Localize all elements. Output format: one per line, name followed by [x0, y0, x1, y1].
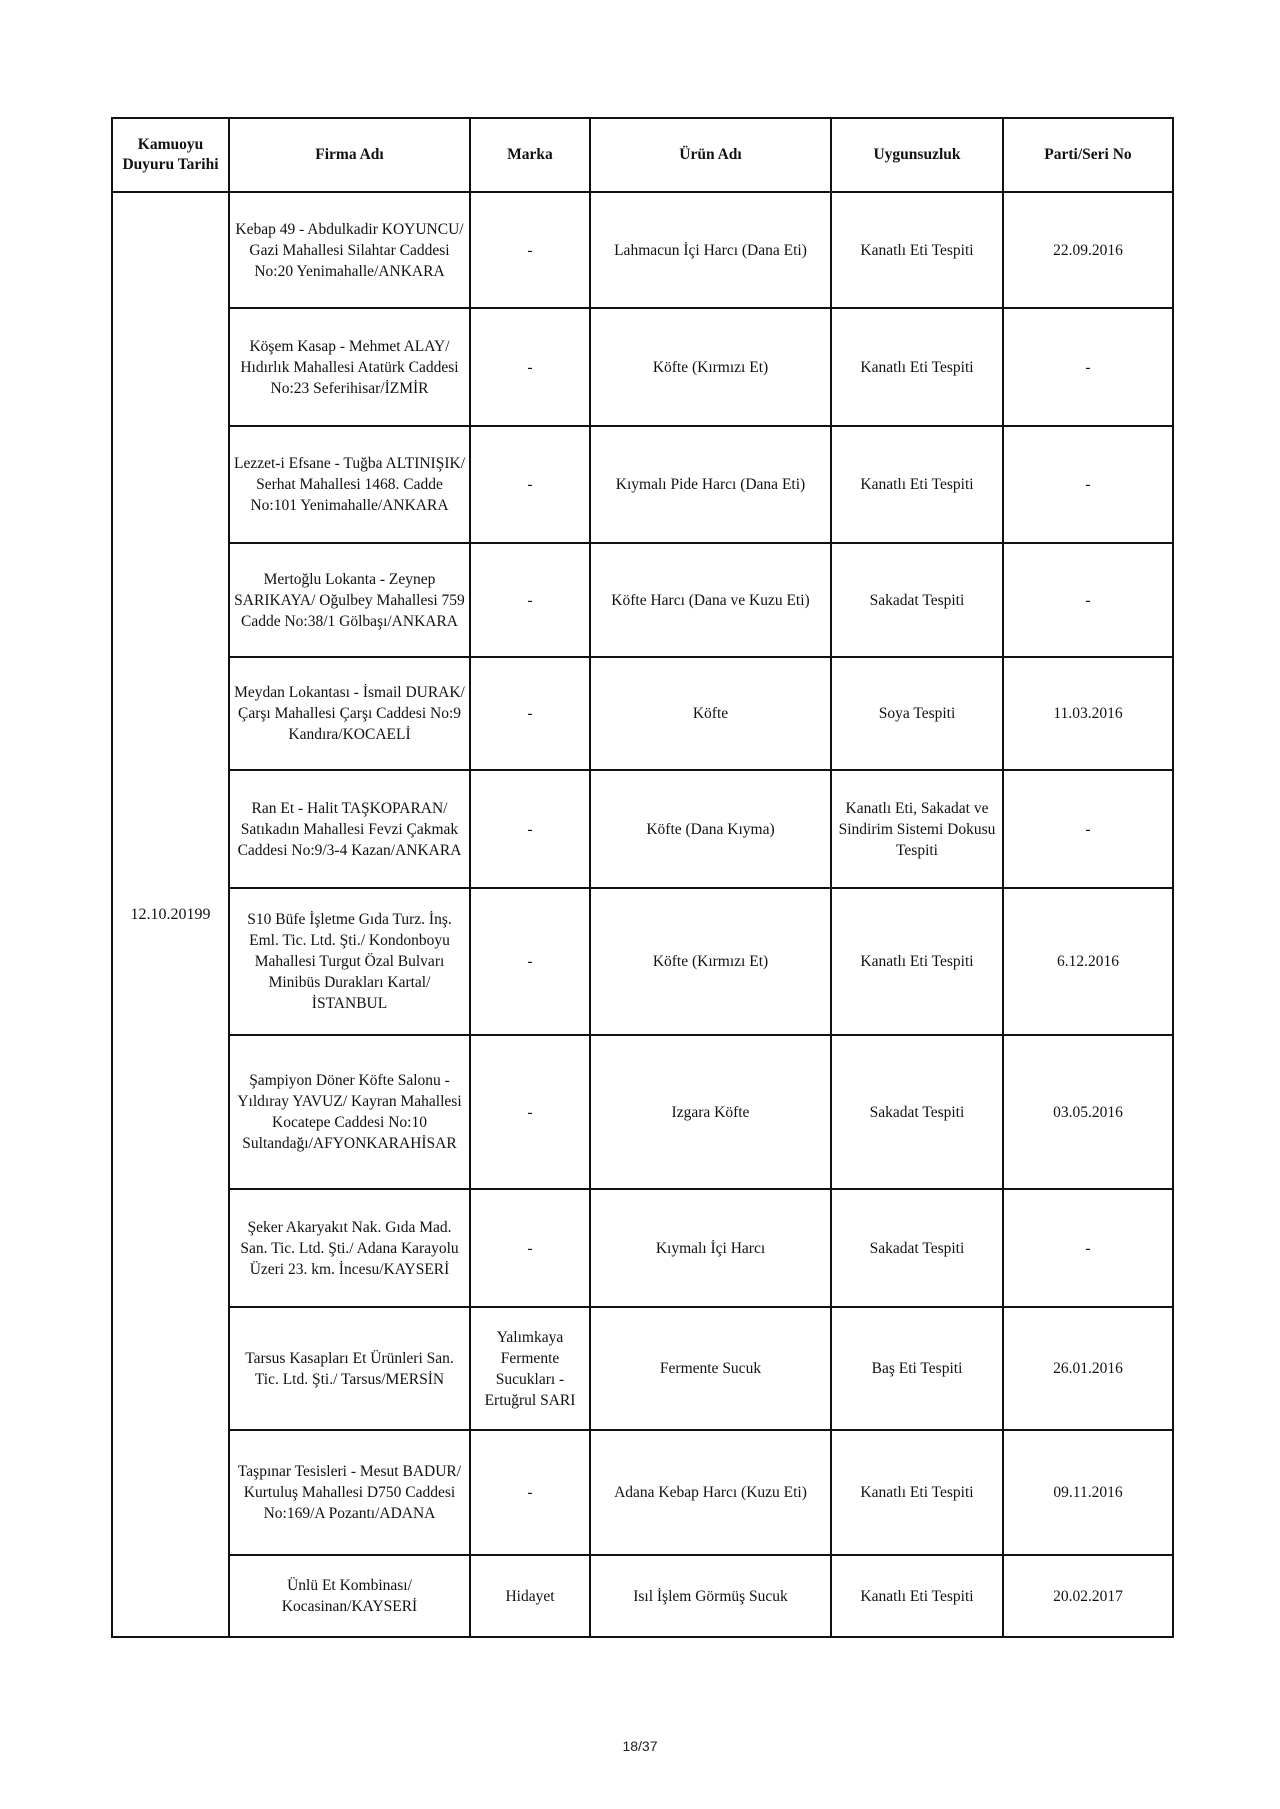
product-cell: Köfte	[590, 657, 831, 770]
nonconformity-cell: Kanatlı Eti Tespiti	[831, 888, 1003, 1035]
table-row	[112, 1555, 1173, 1637]
nonconformity-cell: Kanatlı Eti Tespiti	[831, 1555, 1003, 1637]
firm-cell: Mertoğlu Lokanta - Zeynep SARIKAYA/ Oğulbey Mahallesi 759 Cadde No:38/1 Gölbaşı/ANKARA	[229, 543, 470, 657]
header-firm-name: Firma Adı	[229, 118, 470, 192]
product-cell: Kıymalı Pide Harcı (Dana Eti)	[590, 426, 831, 543]
table-row	[112, 308, 1173, 426]
product-cell: Adana Kebap Harcı (Kuzu Eti)	[590, 1430, 831, 1555]
product-cell: Izgara Köfte	[590, 1035, 831, 1189]
table-row	[112, 657, 1173, 770]
product-cell: Köfte (Kırmızı Et)	[590, 888, 831, 1035]
brand-cell: -	[470, 1430, 590, 1555]
header-announcement-date: Kamuoyu Duyuru Tarihi	[112, 118, 229, 192]
brand-cell: -	[470, 426, 590, 543]
batch-cell: 11.03.2016	[1003, 657, 1173, 770]
nonconformity-cell: Baş Eti Tespiti	[831, 1307, 1003, 1430]
nonconformity-cell: Sakadat Tespiti	[831, 1035, 1003, 1189]
brand-cell: Hidayet	[470, 1555, 590, 1637]
recall-table	[111, 117, 1174, 1638]
batch-cell: 22.09.2016	[1003, 192, 1173, 308]
firm-cell: Taşpınar Tesisleri - Mesut BADUR/ Kurtuluş Mahallesi D750 Caddesi No:169/A Pozantı/ADANA	[229, 1430, 470, 1555]
product-cell: Lahmacun İçi Harcı (Dana Eti)	[590, 192, 831, 308]
firm-cell: Kebap 49 - Abdulkadir KOYUNCU/ Gazi Mahallesi Silahtar Caddesi No:20 Yenimahalle/ANKARA	[229, 192, 470, 308]
nonconformity-cell: Kanatlı Eti Tespiti	[831, 1430, 1003, 1555]
table-row	[112, 770, 1173, 888]
table-row	[112, 1430, 1173, 1555]
table-row	[112, 1307, 1173, 1430]
nonconformity-cell: Kanatlı Eti Tespiti	[831, 426, 1003, 543]
header-brand: Marka	[470, 118, 590, 192]
brand-cell: -	[470, 1035, 590, 1189]
batch-cell: -	[1003, 308, 1173, 426]
table-row	[112, 192, 1173, 308]
product-cell: Köfte Harcı (Dana ve Kuzu Eti)	[590, 543, 831, 657]
batch-cell: -	[1003, 426, 1173, 543]
header-batch-no: Parti/Seri No	[1003, 118, 1173, 192]
firm-cell: Köşem Kasap - Mehmet ALAY/ Hıdırlık Mahallesi Atatürk Caddesi No:23 Seferihisar/İZMİR	[229, 308, 470, 426]
nonconformity-cell: Soya Tespiti	[831, 657, 1003, 770]
firm-cell: Meydan Lokantası - İsmail DURAK/ Çarşı Mahallesi Çarşı Caddesi No:9 Kandıra/KOCAELİ	[229, 657, 470, 770]
header-nonconformity: Uygunsuzluk	[831, 118, 1003, 192]
product-cell: Kıymalı İçi Harcı	[590, 1189, 831, 1307]
nonconformity-cell: Sakadat Tespiti	[831, 543, 1003, 657]
brand-cell: -	[470, 770, 590, 888]
brand-cell: -	[470, 192, 590, 308]
firm-cell: Tarsus Kasapları Et Ürünleri San. Tic. Ltd. Şti./ Tarsus/MERSİN	[229, 1307, 470, 1430]
nonconformity-cell: Kanatlı Eti Tespiti	[831, 308, 1003, 426]
firm-cell: Şeker Akaryakıt Nak. Gıda Mad. San. Tic. Ltd. Şti./ Adana Karayolu Üzeri 23. km. İncesu/KAYSERİ	[229, 1189, 470, 1307]
brand-cell: -	[470, 888, 590, 1035]
batch-cell: 20.02.2017	[1003, 1555, 1173, 1637]
product-cell: Köfte (Dana Kıyma)	[590, 770, 831, 888]
product-cell: Fermente Sucuk	[590, 1307, 831, 1430]
table-row	[112, 543, 1173, 657]
batch-cell: 03.05.2016	[1003, 1035, 1173, 1189]
firm-cell: S10 Büfe İşletme Gıda Turz. İnş. Eml. Tic. Ltd. Şti./ Kondonboyu Mahallesi Turgut Özal Bulvarı Minibüs Durakları Kartal/İSTANBUL	[229, 888, 470, 1035]
table-row	[112, 888, 1173, 1035]
header-product-name: Ürün Adı	[590, 118, 831, 192]
page-number: 18/37	[622, 1738, 658, 1754]
table-row	[112, 1035, 1173, 1189]
batch-cell: 26.01.2016	[1003, 1307, 1173, 1430]
header-row	[112, 118, 1173, 192]
brand-cell: -	[470, 543, 590, 657]
product-cell: Isıl İşlem Görmüş Sucuk	[590, 1555, 831, 1637]
table-row	[112, 1189, 1173, 1307]
firm-cell: Ünlü Et Kombinası/ Kocasinan/KAYSERİ	[229, 1555, 470, 1637]
batch-cell: -	[1003, 543, 1173, 657]
batch-cell: -	[1003, 1189, 1173, 1307]
table-row	[112, 426, 1173, 543]
brand-cell: -	[470, 1189, 590, 1307]
batch-cell: 09.11.2016	[1003, 1430, 1173, 1555]
brand-cell: -	[470, 657, 590, 770]
batch-cell: -	[1003, 770, 1173, 888]
firm-cell: Şampiyon Döner Köfte Salonu - Yıldıray YAVUZ/ Kayran Mahallesi Kocatepe Caddesi No:10 Sultandağı/AFYONKARAHİSAR	[229, 1035, 470, 1189]
brand-cell: -	[470, 308, 590, 426]
nonconformity-cell: Sakadat Tespiti	[831, 1189, 1003, 1307]
firm-cell: Lezzet-i Efsane - Tuğba ALTINIŞIK/ Serhat Mahallesi 1468. Cadde No:101 Yenimahalle/ANKARA	[229, 426, 470, 543]
batch-cell: 6.12.2016	[1003, 888, 1173, 1035]
nonconformity-cell: Kanatlı Eti, Sakadat ve Sindirim Sistemi Dokusu Tespiti	[831, 770, 1003, 888]
announcement-date-cell: 12.10.20199	[112, 192, 229, 1637]
firm-cell: Ran Et - Halit TAŞKOPARAN/ Satıkadın Mahallesi Fevzi Çakmak Caddesi No:9/3-4 Kazan/ANKARA	[229, 770, 470, 888]
brand-cell: Yalımkaya Fermente Sucukları - Ertuğrul SARI	[470, 1307, 590, 1430]
product-cell: Köfte (Kırmızı Et)	[590, 308, 831, 426]
nonconformity-cell: Kanatlı Eti Tespiti	[831, 192, 1003, 308]
